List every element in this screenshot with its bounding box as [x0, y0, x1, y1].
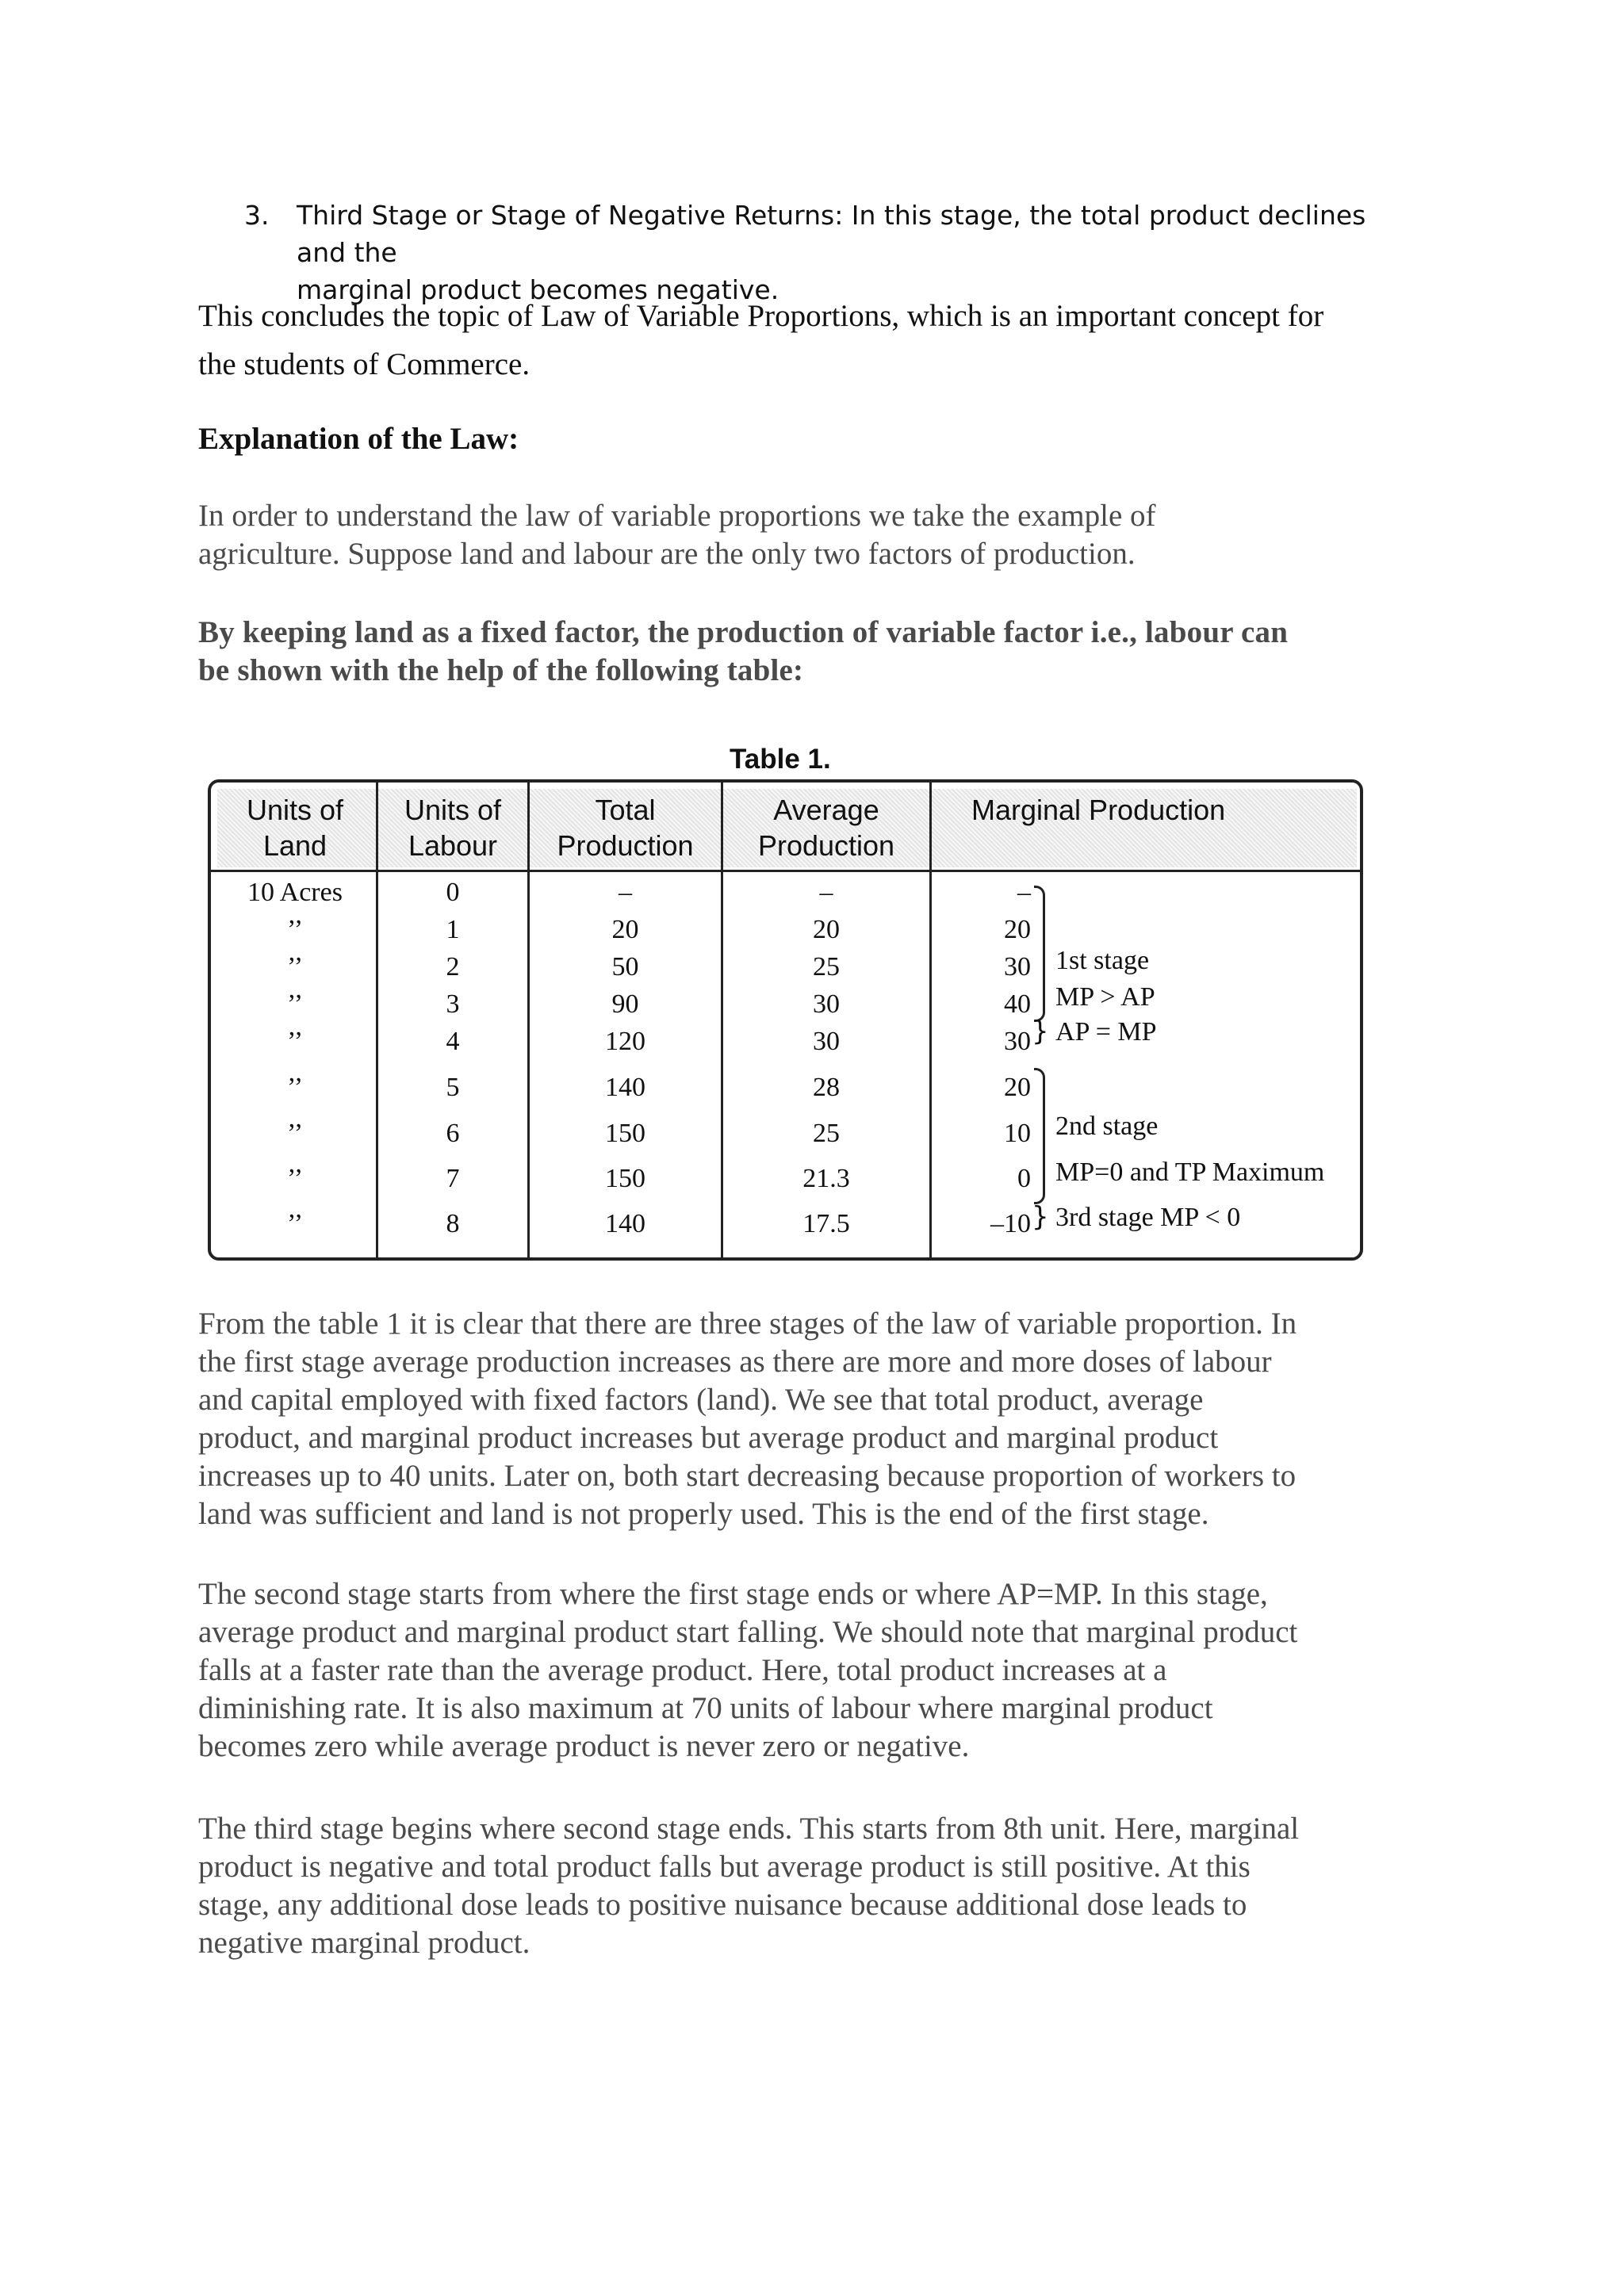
table-cell-labour: 2: [446, 952, 460, 982]
text-line: diminishing rate. It is also maximum at 70 units of labour where marginal product: [198, 1691, 1213, 1725]
table-cell-total: 50: [611, 952, 639, 982]
table-cell-labour: 7: [446, 1164, 460, 1193]
table-cell-avg: 17.5: [802, 1209, 850, 1238]
table-cell-mp: 20: [1004, 1073, 1031, 1102]
table-cell-total: 90: [611, 989, 639, 1019]
text-line: From the table 1 it is clear that there are three stages of the law of variable proportion. In: [198, 1307, 1297, 1341]
table-cell-labour: 4: [446, 1027, 460, 1056]
table-cell-land: ’’: [286, 1073, 304, 1102]
table-cell-avg: 20: [813, 915, 840, 944]
stage-3-brace: }: [1032, 1201, 1049, 1233]
text-line: falls at a faster rate than the average product. Here, total product increases at a: [198, 1653, 1167, 1687]
paragraph-second-stage: [198, 1575, 1451, 1766]
text-line: average product and marginal product start falling. We should note that marginal product: [198, 1615, 1298, 1649]
table-cell-total: 150: [605, 1119, 645, 1148]
table-cell-total: 20: [611, 915, 639, 944]
table-cell-mp: 10: [1004, 1119, 1031, 1148]
text-line: The third stage begins where second stage ends. This starts from 8th unit. Here, marginal: [198, 1812, 1300, 1846]
table-cell-labour: 3: [446, 989, 460, 1019]
header-units-of-labour: Units of Labour: [404, 794, 502, 862]
table-cell-mp: 40: [1004, 989, 1031, 1019]
stage-1-brace: [1034, 886, 1045, 1022]
paragraph-third-stage: [198, 1810, 1451, 1962]
table-cell-avg: 30: [813, 1027, 840, 1056]
table-cell-mp: –10: [990, 1209, 1031, 1238]
text-line: the first stage average production increases as there are more and more doses of labour: [198, 1345, 1272, 1379]
header-divider: [211, 870, 1360, 872]
list-number: 3.: [244, 200, 270, 231]
table-cell-land: ’’: [286, 1119, 304, 1148]
table-cell-avg: 30: [813, 989, 840, 1019]
text-line: The second stage starts from where the first stage ends or where AP=MP. In this stage,: [198, 1577, 1268, 1611]
table-cell-labour: 8: [446, 1209, 460, 1238]
table-cell-labour: 0: [446, 878, 460, 907]
table-cell-mp: –: [1017, 878, 1031, 907]
table-cell-total: 150: [605, 1164, 645, 1193]
table-cell-total: 140: [605, 1209, 645, 1238]
table-cell-mp: 20: [1004, 915, 1031, 944]
text-line: stage, any additional dose leads to positive nuisance because additional dose leads to: [198, 1888, 1247, 1922]
text-line: the students of Commerce.: [198, 347, 530, 381]
table-cell-avg: 25: [813, 952, 840, 982]
stage-2-condition: MP=0 and TP Maximum: [1055, 1158, 1325, 1187]
header-total-production: Total Production: [557, 794, 694, 862]
stage-1-condition: MP > AP: [1055, 982, 1155, 1012]
table-cell-land: ’’: [286, 952, 304, 982]
header-marginal-production: Marginal Production: [971, 794, 1226, 826]
table-cell-land: ’’: [286, 989, 304, 1019]
table-cell-labour: 1: [446, 915, 460, 944]
table-cell-avg: –: [819, 878, 833, 907]
equal-brace: }: [1032, 1016, 1049, 1047]
ap-equals-mp-label: AP = MP: [1055, 1017, 1157, 1047]
table-cell-total: 140: [605, 1073, 645, 1102]
stage-2-brace: [1034, 1068, 1045, 1204]
text-line: becomes zero while average product is never zero or negative.: [198, 1729, 970, 1763]
stage-3-label: 3rd stage MP < 0: [1055, 1203, 1241, 1232]
header-units-of-land: Units of Land: [246, 794, 344, 862]
text-line: and capital employed with fixed factors (land). We see that total product, average: [198, 1383, 1204, 1417]
list-line: marginal product becomes negative.: [297, 274, 779, 305]
header-average-production: Average Production: [757, 794, 895, 862]
text-line: This concludes the topic of Law of Variable Proportions, which is an important concept for: [198, 299, 1324, 333]
table-cell-labour: 5: [446, 1073, 460, 1102]
table-cell-avg: 21.3: [802, 1164, 850, 1193]
paragraph-intro: [198, 497, 1451, 573]
text-line: product, and marginal product increases but average product and marginal product: [198, 1421, 1219, 1455]
table-cell-mp: 30: [1004, 952, 1031, 982]
stage-1-label: 1st stage: [1055, 946, 1150, 975]
table-cell-land: ’’: [286, 915, 304, 944]
table-cell-avg: 25: [813, 1119, 840, 1148]
table-title: Table 1.: [730, 744, 831, 775]
text-line: be shown with the help of the following table:: [198, 653, 804, 687]
text-line: negative marginal product.: [198, 1926, 530, 1960]
table-cell-total: –: [619, 878, 632, 907]
list-line: Third Stage or Stage of Negative Returns: In this stage, the total product declines and the: [297, 200, 1366, 268]
text-line: By keeping land as a fixed factor, the production of variable factor i.e., labour can: [198, 615, 1289, 649]
paragraph-conclusion: [198, 292, 1451, 388]
table-cell-labour: 6: [446, 1119, 460, 1148]
text-line: In order to understand the law of variable proportions we take the example of: [198, 499, 1156, 533]
stage-2-label: 2nd stage: [1055, 1112, 1159, 1141]
table-cell-land: ’’: [286, 1027, 304, 1056]
table-cell-total: 120: [605, 1027, 645, 1056]
table-cell-land: ’’: [286, 1209, 304, 1238]
table-cell-land: 10 Acres: [247, 878, 343, 907]
paragraph-bold: [198, 614, 1451, 690]
production-table: [208, 779, 1363, 1261]
table-cell-land: ’’: [286, 1164, 304, 1193]
table-cell-mp: 0: [1017, 1164, 1031, 1193]
section-heading: Explanation of the Law:: [198, 422, 519, 456]
text-line: land was sufficient and land is not properly used. This is the end of the first stage.: [198, 1497, 1209, 1531]
table-cell-avg: 28: [813, 1073, 840, 1102]
text-line: agriculture. Suppose land and labour are the only two factors of production.: [198, 537, 1136, 571]
text-line: increases up to 40 units. Later on, both start decreasing because proportion of workers to: [198, 1459, 1297, 1493]
text-line: product is negative and total product falls but average product is still positive. At this: [198, 1850, 1251, 1884]
table-cell-mp: 30: [1004, 1027, 1031, 1056]
paragraph-table-explanation: [198, 1305, 1451, 1533]
